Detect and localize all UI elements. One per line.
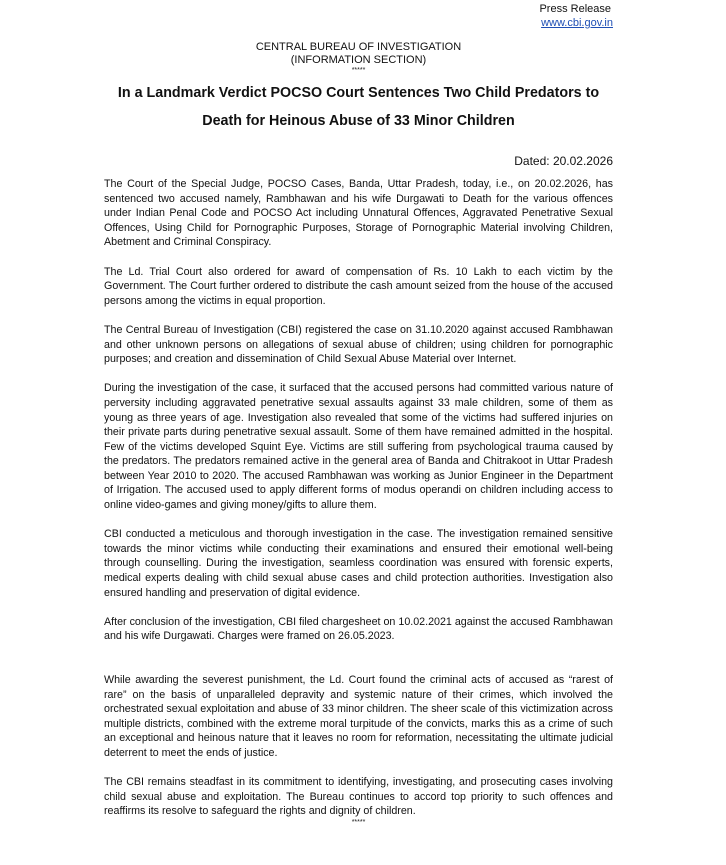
release-date: Dated: 20.02.2026 <box>514 154 613 168</box>
press-release-body <box>104 177 613 827</box>
paragraph-compensation: The Ld. Trial Court also ordered for award of compensation of Rs. 10 Lakh to each victim by the Government. The Court further ordered to distribute the cash amount seized from the house of the accused persons among the victims in equal proportion. <box>104 265 613 307</box>
paragraph-investigation-conduct: CBI conducted a meticulous and thorough investigation in the case. The investigation remained sensitive towards the minor victims while conducting their examinations and ensured their emotional well-being through counselling. During the investigation, seamless coordination was ensured with forensic experts, medical experts dealing with child sexual abuse cases and child protection authorities. Investigation also ensured handling and preservation of digital evidence. <box>104 528 613 599</box>
press-release-label: Press Release <box>539 3 611 15</box>
press-release-title <box>94 79 623 135</box>
paragraph-verdict: The Court of the Special Judge, POCSO Cases, Banda, Uttar Pradesh, today, i.e., on 20.02.2026, has sentenced two accused namely, Rambhawan and his wife Durgawati to Death for the various offences under Indian Penal Code and POCSO Act including Unnatural Offences, Aggravated Penetrative Sexual Offences, Using Child for Pornographic Purposes, Storage of Pornographic Material involving Children, Abetment and Criminal Conspiracy. <box>104 178 613 249</box>
header-separator: ***** <box>351 67 366 74</box>
paragraph-investigation-findings: During the investigation of the case, it surfaced that the accused persons had committed various nature of perversity including aggravated penetrative sexual assaults against 33 male children, some of them as young as three years of age. Investigation also revealed that some of the victims had suffered injuries on their private parts during penetrative sexual assault. Some of them have remained admitted in the hospital. Few of the victims developed Squint Eye. Victims are still suffering from psychological trauma caused by the predators. The predators remained active in the general area of Banda and Chitrakoot in Uttar Pradesh between Year 2010 to 2020. The accused Rambhawan was working as Junior Engineer in the Department of Irrigation. The accused used to apply different forms of modus operandi on children including access to online video-games and giving money/gifts to allure them. <box>104 382 613 512</box>
title-line-1: In a Landmark Verdict POCSO Court Sentences Two Child Predators to <box>117 85 600 101</box>
website-link[interactable]: www.cbi.gov.in <box>541 17 613 29</box>
organization-heading <box>104 41 613 75</box>
paragraph-commitment: The CBI remains steadfast in its commitment to identifying, investigating, and prosecuting cases involving child sexual abuse and exploitation. The Bureau continues to accord top priority to such offences and reaffirms its resolve to safeguard the rights and dignity of children. <box>104 776 613 818</box>
press-release-header <box>539 2 613 30</box>
organization-section: (INFORMATION SECTION) <box>290 54 427 66</box>
title-line-2: Death for Heinous Abuse of 33 Minor Children <box>202 113 515 129</box>
paragraph-case-registration: The Central Bureau of Investigation (CBI) registered the case on 31.10.2020 against accused Rambhawan and other unknown persons on allegations of sexual abuse of children; using children for pornographic purposes; and creation and dissemination of Child Sexual Abuse Material over Internet. <box>104 323 613 366</box>
paragraph-chargesheet: After conclusion of the investigation, CBI filed chargesheet on 10.02.2021 against the accused Rambhawan and his wife Durgawati. Charges were framed on 26.05.2023. <box>104 615 613 643</box>
organization-name: CENTRAL BUREAU OF INVESTIGATION <box>255 41 462 53</box>
paragraph-rarest-of-rare: While awarding the severest punishment, the Ld. Court found the criminal acts of accused as “rarest of rare” on the basis of unparalleled depravity and systemic nature of their crimes, which involved the orchestrated sexual exploitation and abuse of 33 minor children. The sheer scale of this victimization across multiple districts, combined with the extreme moral turpitude of the convicts, marks this as a crime of such an exceptional and heinous nature that it leaves no room for reformation, necessitating the ultimate judicial deterrent to meet the ends of justice. <box>104 674 613 759</box>
end-separator: ***** <box>351 818 366 826</box>
